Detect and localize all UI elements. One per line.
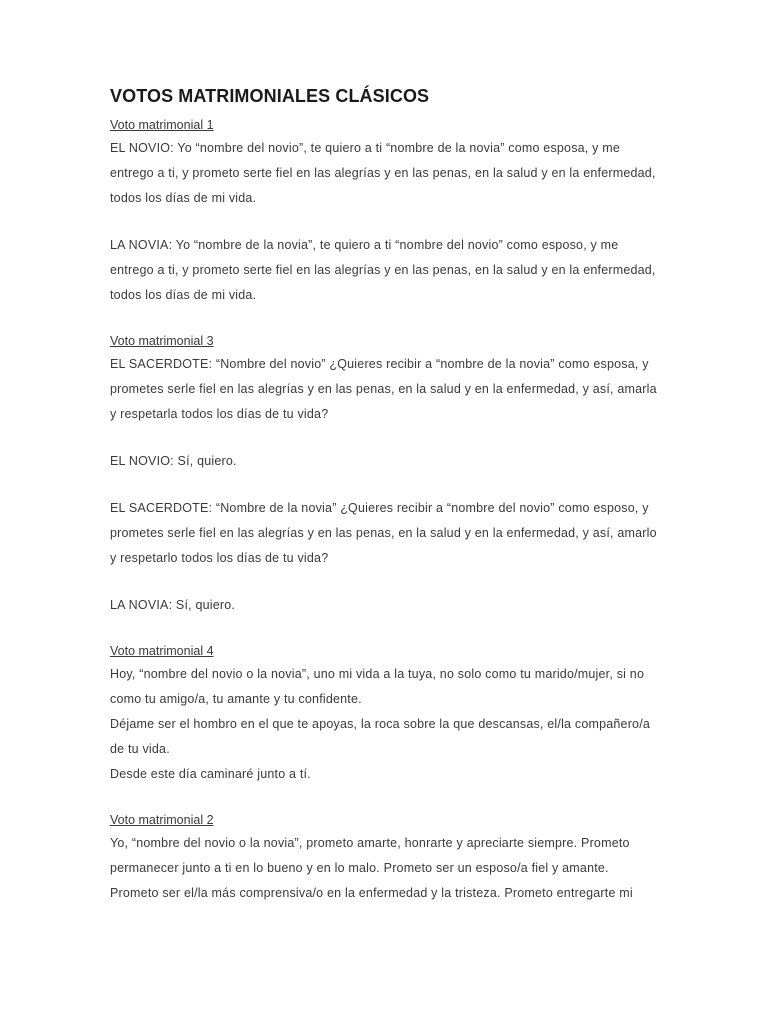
- vow-4-paragraph-2: Déjame ser el hombro en el que te apoyas, la roca sobre la que descansas, el/la compañero/a de tu vida.: [110, 717, 651, 756]
- vow-heading-3: Voto matrimonial 3: [110, 334, 214, 348]
- vow-2-paragraph-1: Yo, “nombre del novio o la novia”, prometo amarte, honrarte y apreciarte siempre. Prometo permanecer junto a ti en lo bueno y en lo malo. Prometo ser un esposo/a fiel y amante. Prometo ser el/la más comprensiva/o en la enfermedad y la tristeza. Prometo entregarte mi: [110, 836, 633, 900]
- groom-vow-paragraph: EL NOVIO: Yo “nombre del novio”, te quiero a ti “nombre de la novia” como esposa, y me entrego a ti, y prometo serte fiel en las alegrías y en las penas, en la salud y en la enfermedad, todos los días de mi vida.: [110, 141, 656, 205]
- document-title: VOTOS MATRIMONIALES CLÁSICOS: [110, 86, 430, 106]
- vow-section-2: [110, 809, 660, 906]
- vow-heading-4: Voto matrimonial 4: [110, 644, 214, 658]
- vow-heading-2: Voto matrimonial 2: [110, 813, 214, 827]
- priest-question-bride: EL SACERDOTE: “Nombre de la novia” ¿Quieres recibir a “nombre del novio” como esposo, y prometes serle fiel en las alegrías y en las penas, en la salud y en la enfermedad, y así, amarlo y respetarlo todos los días de tu vida?: [110, 501, 657, 565]
- vow-section-1: [110, 114, 660, 308]
- vow-section-4: [110, 640, 660, 787]
- groom-answer: EL NOVIO: Sí, quiero.: [110, 454, 237, 468]
- vow-heading-1: Voto matrimonial 1: [110, 118, 214, 132]
- bride-answer: LA NOVIA: Sí, quiero.: [110, 598, 236, 612]
- priest-question-groom: EL SACERDOTE: “Nombre del novio” ¿Quieres recibir a “nombre de la novia” como esposa, y prometes serle fiel en las alegrías y en las penas, en la salud y en la enfermedad, y así, amarla y respetarla todos los días de tu vida?: [110, 357, 657, 421]
- vow-4-paragraph-3: Desde este día caminaré junto a tí.: [110, 767, 311, 781]
- vow-section-3: [110, 330, 660, 618]
- vow-4-paragraph-1: Hoy, “nombre del novio o la novia”, uno mi vida a la tuya, no solo como tu marido/mujer, si no como tu amigo/a, tu amante y tu confidente.: [110, 667, 645, 706]
- document-page: [110, 84, 660, 906]
- bride-vow-paragraph: LA NOVIA: Yo “nombre de la novia”, te quiero a ti “nombre del novio” como esposo, y me entrego a ti, y prometo serte fiel en las alegrías y en las penas, en la salud y en la enfermedad, todos los días de mi vida.: [110, 238, 656, 302]
